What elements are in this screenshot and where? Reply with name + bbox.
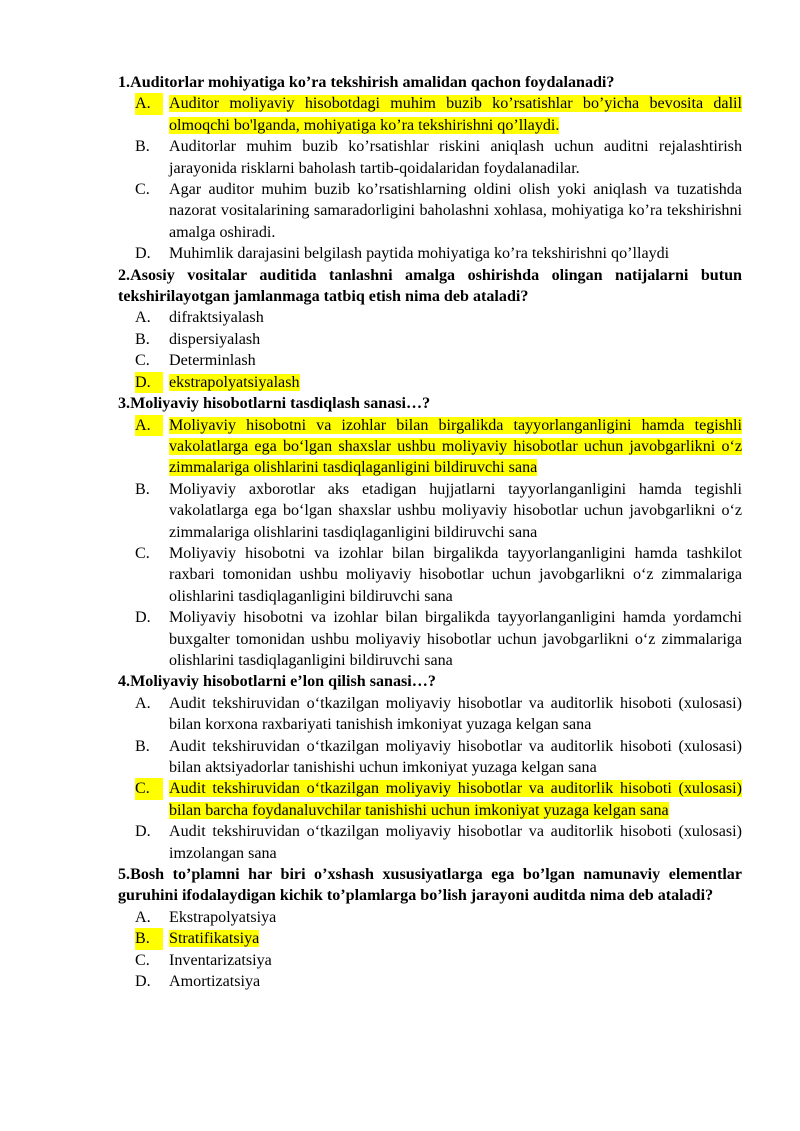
option-text: ekstrapolyatsiyalash: [169, 373, 300, 391]
option-list: [118, 307, 742, 393]
question-block: [118, 864, 742, 992]
option-item[interactable]: [135, 136, 742, 179]
option-letter: A.: [135, 694, 151, 712]
option-letter: B.: [135, 330, 150, 348]
option-item[interactable]: [135, 329, 742, 350]
question-prompt: Bosh to’plamni har biri o’xshash xususiyatlarga ega bo’lgan namunaviy elementlar guruhini ifodalaydigan kichik to’plamlarga bo’lish jarayoni auditda nima deb ataladi?: [118, 866, 742, 905]
option-list: [118, 415, 742, 672]
option-text: Stratifikatsiya: [169, 930, 260, 948]
question-block: [118, 265, 742, 393]
option-item[interactable]: [135, 372, 742, 393]
option-item[interactable]: [135, 778, 742, 821]
option-letter: C.: [135, 544, 150, 562]
question-number: 2.: [118, 266, 131, 284]
option-text: Audit tekshiruvidan o‘tkazilgan moliyaviy hisobotlar va auditorlik hisoboti (xulosasi) imzolangan sana: [169, 823, 742, 862]
option-letter: A.: [135, 309, 151, 327]
option-letter: A.: [135, 93, 163, 114]
option-text: difraktsiyalash: [169, 309, 264, 327]
question-heading: [118, 671, 742, 692]
option-letter: D.: [135, 609, 151, 627]
option-item[interactable]: [135, 607, 742, 671]
question-block: [118, 72, 742, 265]
option-item[interactable]: [135, 693, 742, 736]
option-text: Inventarizatsiya: [169, 951, 272, 969]
option-letter: B.: [135, 737, 150, 755]
question-number: 4.: [118, 673, 131, 691]
question-prompt: Moliyaviy hisobotlarni e’lon qilish sanasi…?: [130, 673, 436, 691]
option-item[interactable]: [135, 928, 742, 949]
option-text: Audit tekshiruvidan o‘tkazilgan moliyaviy hisobotlar va auditorlik hisoboti (xulosasi) bilan korxona raxbariyati tanishish imkoniyat yuzaga kelgan sana: [169, 694, 742, 734]
option-list: [118, 93, 742, 264]
option-letter: D.: [135, 245, 151, 263]
question-prompt: Moliyaviy hisobotlarni tasdiqlash sanasi…?: [130, 395, 431, 413]
option-item[interactable]: [135, 907, 742, 928]
quiz-body: [118, 72, 742, 992]
question-block: [118, 393, 742, 671]
option-text: Muhimlik darajasini belgilash paytida mohiyatiga ko’ra tekshirishni qo’llaydi: [169, 245, 670, 263]
option-text: Auditorlar muhim buzib ko’rsatishlar riskini aniqlash uchun auditni rejalashtirish jarayonida risklarni baholash tartib-qoidalaridan foydalanadilar.: [169, 138, 742, 177]
option-text: Agar auditor muhim buzib ko’rsatishlarning oldini olish yoki aniqlash va tuzatishda nazorat vositalarining samaradorligini baholashni xohlasa, mohiyatiga ko’ra tekshirishni amalga oshiradi.: [169, 181, 742, 241]
option-letter: C.: [135, 778, 163, 799]
option-letter: C.: [135, 352, 150, 370]
option-letter: C.: [135, 951, 150, 969]
option-text: Audit tekshiruvidan o‘tkazilgan moliyaviy hisobotlar va auditorlik hisoboti (xulosasi) bilan aktsiyadorlar tanishishi uchun imkoniyat yuzaga kelgan sana: [169, 737, 742, 776]
option-item[interactable]: [135, 971, 742, 992]
question-heading: [118, 864, 742, 907]
option-letter: A.: [135, 908, 151, 926]
option-text: dispersiyalash: [169, 330, 261, 348]
question-heading: [118, 393, 742, 414]
option-letter: D.: [135, 973, 151, 991]
option-text: Amortizatsiya: [169, 973, 261, 991]
option-letter: B.: [135, 928, 163, 949]
question-block: [118, 671, 742, 864]
option-item[interactable]: [135, 179, 742, 243]
question-heading: [118, 265, 742, 308]
option-item[interactable]: [135, 350, 742, 371]
question-number: 3.: [118, 395, 131, 413]
option-letter: D.: [135, 372, 163, 393]
option-item[interactable]: [135, 479, 742, 543]
option-item[interactable]: [135, 736, 742, 779]
option-text: Auditor moliyaviy hisobotdagi muhim buzib ko’rsatishlar bo’yicha bevosita dalil olmoqchi bo'lganda, mohiyatiga ko’ra tekshirishni qo’llaydi.: [169, 95, 742, 134]
option-item[interactable]: [135, 821, 742, 864]
question-prompt: Asosiy vositalar auditida tanlashni amalga oshirishda olingan natijalarni butun tekshirilayotgan jamlanmaga tatbiq etish nima deb ataladi?: [118, 266, 742, 306]
option-text: Moliyaviy hisobotni va izohlar bilan birgalikda tayyorlanganligini hamda yordamchi buxgalter tomonidan ushbu moliyaviy hisobotlar uchun javobgarlikni o‘z zimmalariga olishlarini tasdiqlaganligini bildiruvchi sana: [169, 609, 742, 669]
question-number: 5.: [118, 866, 131, 884]
option-item[interactable]: [135, 415, 742, 479]
option-letter: D.: [135, 823, 151, 841]
option-text: Moliyaviy hisobotni va izohlar bilan birgalikda tayyorlanganligini hamda tegishli vakolatlarga ega bo‘lgan shaxslar ushbu moliyaviy hisobotlar uchun javobgarlikni o‘z zimmalariga olishlarini tasdiqlaganligini bildiruvchi sana: [169, 416, 742, 477]
question-number: 1.: [118, 74, 131, 91]
option-text: Audit tekshiruvidan o‘tkazilgan moliyaviy hisobotlar va auditorlik hisoboti (xulosasi) bilan barcha foydanaluvchilar tanishishi uchun imkoniyat yuzaga kelgan sana: [169, 780, 742, 819]
option-item[interactable]: [135, 543, 742, 607]
question-prompt: Auditorlar mohiyatiga ko’ra tekshirish amalidan qachon foydalanadi?: [130, 74, 615, 91]
option-letter: B.: [135, 138, 150, 156]
option-letter: B.: [135, 480, 150, 498]
option-text: Moliyaviy axborotlar aks etadigan hujjatlarni tayyorlanganligini hamda tegishli vakolatlarga ega bo‘lgan shaxslar ushbu moliyaviy hisobotlar uchun javobgarlikni o‘z zimmalariga olishlarini tasdiqlaganligini bildiruvchi sana: [169, 480, 742, 541]
option-letter: C.: [135, 181, 150, 199]
option-list: [118, 907, 742, 993]
option-item[interactable]: [135, 243, 742, 264]
option-item[interactable]: [135, 950, 742, 971]
option-letter: A.: [135, 415, 163, 436]
option-text: Moliyaviy hisobotni va izohlar bilan birgalikda tayyorlanganligini hamda tashkilot raxbari tomonidan ushbu moliyaviy hisobotlar uchun javobgarlikni o‘z zimmalariga olishlarini tasdiqlaganligini bildiruvchi sana: [169, 544, 742, 605]
option-list: [118, 693, 742, 864]
option-item[interactable]: [135, 307, 742, 328]
option-item[interactable]: [135, 93, 742, 136]
option-text: Determinlash: [169, 352, 256, 370]
question-heading: [118, 72, 742, 93]
option-text: Ekstrapolyatsiya: [169, 908, 277, 926]
